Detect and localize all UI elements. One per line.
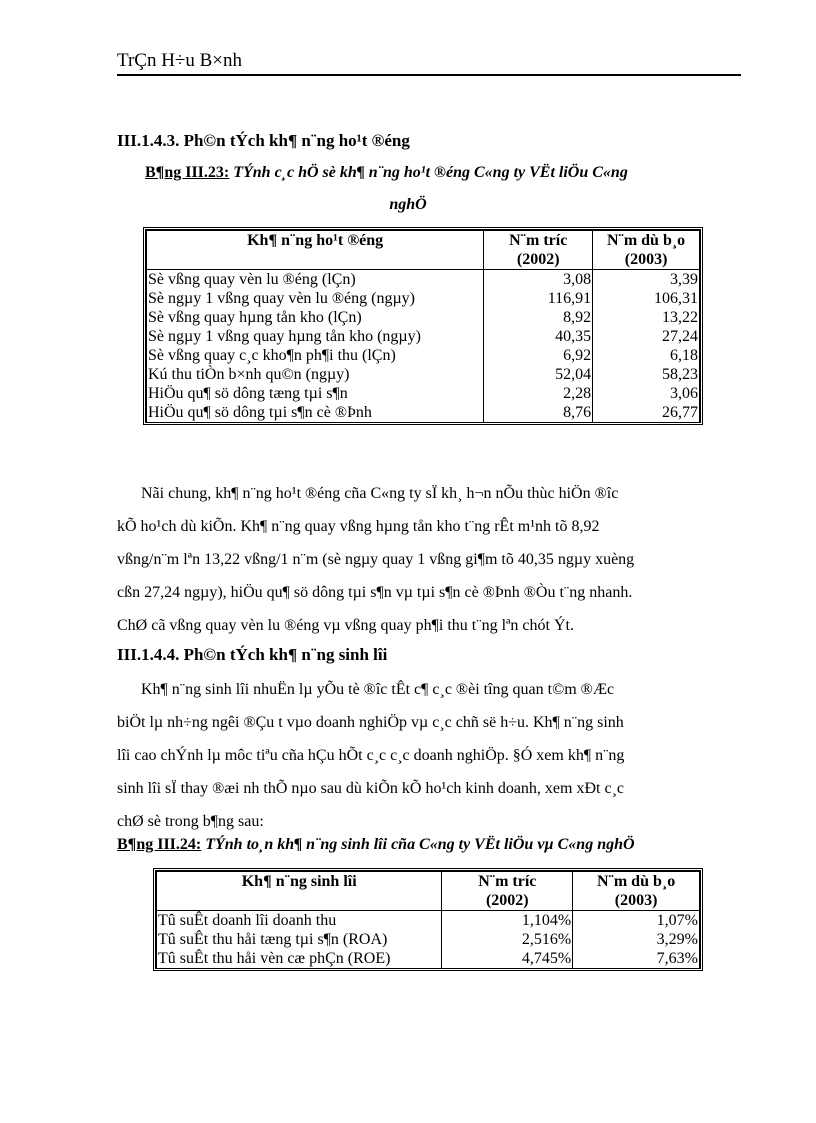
paragraph-profitability-intro bbox=[117, 673, 740, 838]
row-prev-value: 4,745% bbox=[442, 949, 573, 968]
table-profitability-ratios bbox=[153, 868, 703, 971]
row-forecast-value: 26,77 bbox=[593, 403, 700, 422]
table-row bbox=[147, 270, 700, 290]
row-forecast-value: 1,07% bbox=[573, 911, 700, 931]
row-forecast-value: 13,22 bbox=[593, 308, 700, 327]
table-header-row bbox=[147, 231, 700, 270]
paragraph-line: cßn 27,24 ngµy), hiÖu qu¶ sö dông tµi s¶n vµ tµi s¶n cè ®Þnh ®Òu t¨ng nhanh. bbox=[117, 584, 633, 601]
table-caption-24 bbox=[117, 836, 635, 854]
col-header-ratio: Kh¶ n¨ng ho¹t ®éng bbox=[147, 231, 484, 270]
row-forecast-value: 3,06 bbox=[593, 384, 700, 403]
header-rule bbox=[117, 74, 741, 76]
row-forecast-value: 3,39 bbox=[593, 270, 700, 290]
row-label: Tû suÊt thu håi vèn cæ phÇn (ROE) bbox=[157, 949, 442, 968]
paragraph-line: ChØ cã vßng quay vèn lu ®éng vµ vßng quay ph¶i thu t¨ng lªn chót Ýt. bbox=[117, 617, 574, 634]
paragraph-line: vßng/n¨m lªn 13,22 vßng/1 n¨m (sè ngµy quay 1 vßng gi¶m tõ 40,35 ngµy xuèng bbox=[117, 551, 635, 568]
row-prev-value: 52,04 bbox=[484, 365, 593, 384]
row-forecast-value: 7,63% bbox=[573, 949, 700, 968]
row-label: Kú thu tiÒn b×nh qu©n (ngµy) bbox=[147, 365, 484, 384]
table-title: TÝnh to¸n kh¶ n¨ng sinh lîi cña C«ng ty VËt liÖu vµ C«ng nghÖ bbox=[205, 836, 635, 853]
section-heading-activity: III.1.4.3. Ph©n tÝch kh¶ n¨ng ho¹t ®éng bbox=[117, 131, 410, 150]
table-row bbox=[147, 289, 700, 308]
row-label: Tû suÊt thu håi tæng tµi s¶n (ROA) bbox=[157, 930, 442, 949]
table-activity-ratios bbox=[143, 227, 703, 425]
row-label: Tû suÊt doanh lîi doanh thu bbox=[157, 911, 442, 931]
table-row bbox=[157, 911, 700, 931]
row-label: Sè vßng quay vèn lu ®éng (lÇn) bbox=[147, 270, 484, 290]
table-label: B¶ng III.23: bbox=[145, 164, 230, 181]
table-caption-23-line2 bbox=[0, 196, 816, 214]
row-prev-value: 116,91 bbox=[484, 289, 593, 308]
table-label: B¶ng III.24: bbox=[117, 836, 202, 853]
table-row bbox=[147, 308, 700, 327]
table-row bbox=[147, 365, 700, 384]
paragraph-line: kÕ ho¹ch dù kiÕn. Kh¶ n¨ng quay vßng hµng tån kho t¨ng rÊt m¹nh tõ 8,92 bbox=[117, 518, 600, 535]
col-header-ratio: Kh¶ n¨ng sinh lîi bbox=[157, 872, 442, 911]
table-title-line1: TÝnh c¸c hÖ sè kh¶ n¨ng ho¹t ®éng C«ng ty VËt liÖu C«ng bbox=[233, 164, 628, 181]
col-header-prev-year: N¨m tríc (2002) bbox=[442, 872, 573, 911]
paragraph-line: lîi cao chÝnh lµ môc tiªu cña hÇu hÕt c¸c c¸c doanh nghiÖp. §Ó xem kh¶ n¨ng bbox=[117, 747, 625, 764]
row-forecast-value: 6,18 bbox=[593, 346, 700, 365]
row-label: Sè vßng quay hµng tån kho (lÇn) bbox=[147, 308, 484, 327]
table-row bbox=[157, 949, 700, 968]
row-label: HiÖu qu¶ sö dông tæng tµi s¶n bbox=[147, 384, 484, 403]
col-header-forecast: N¨m dù b¸o (2003) bbox=[573, 872, 700, 911]
row-prev-value: 40,35 bbox=[484, 327, 593, 346]
paragraph-line: sinh lîi sÏ thay ®æi nh thÕ nµo sau dù kiÕn kÕ ho¹ch kinh doanh, xem xÐt c¸c bbox=[117, 780, 625, 797]
row-forecast-value: 58,23 bbox=[593, 365, 700, 384]
row-forecast-value: 27,24 bbox=[593, 327, 700, 346]
table-row bbox=[147, 327, 700, 346]
row-prev-value: 8,76 bbox=[484, 403, 593, 422]
table-title-line2: nghÖ bbox=[389, 196, 427, 213]
row-label: HiÖu qu¶ sö dông tµi s¶n cè ®Þnh bbox=[147, 403, 484, 422]
row-prev-value: 6,92 bbox=[484, 346, 593, 365]
table-row bbox=[147, 384, 700, 403]
page-header-author: TrÇn H÷u B×nh bbox=[117, 50, 242, 71]
row-forecast-value: 3,29% bbox=[573, 930, 700, 949]
paragraph-line: biÖt lµ nh÷ng ngêi ®Çu t vµo doanh nghiÖp vµ c¸c chñ së h÷u. Kh¶ n¨ng sinh bbox=[117, 714, 624, 731]
row-prev-value: 3,08 bbox=[484, 270, 593, 290]
paragraph-line: Kh¶ n¨ng sinh lîi nhuËn lµ yÕu tè ®îc tÊt c¶ c¸c ®èi tîng quan t©m ®Æc bbox=[141, 681, 615, 698]
section-heading-profitability: III.1.4.4. Ph©n tÝch kh¶ n¨ng sinh lîi bbox=[117, 645, 388, 664]
table-row bbox=[147, 346, 700, 365]
col-header-prev-year: N¨m tríc (2002) bbox=[484, 231, 593, 270]
paragraph-line: chØ sè trong b¶ng sau: bbox=[117, 813, 264, 830]
table-header-row bbox=[157, 872, 700, 911]
row-prev-value: 2,28 bbox=[484, 384, 593, 403]
paragraph-activity-summary bbox=[117, 477, 740, 642]
row-prev-value: 1,104% bbox=[442, 911, 573, 931]
row-label: Sè vßng quay c¸c kho¶n ph¶i thu (lÇn) bbox=[147, 346, 484, 365]
row-label: Sè ngµy 1 vßng quay vèn lu ®éng (ngµy) bbox=[147, 289, 484, 308]
row-label: Sè ngµy 1 vßng quay hµng tån kho (ngµy) bbox=[147, 327, 484, 346]
table-row bbox=[157, 930, 700, 949]
col-header-forecast: N¨m dù b¸o (2003) bbox=[593, 231, 700, 270]
table-row bbox=[147, 403, 700, 422]
row-prev-value: 8,92 bbox=[484, 308, 593, 327]
table-caption-23 bbox=[145, 164, 628, 182]
row-prev-value: 2,516% bbox=[442, 930, 573, 949]
paragraph-line: Nãi chung, kh¶ n¨ng ho¹t ®éng cña C«ng ty sÏ kh¸ h¬n nÕu thùc hiÖn ®îc bbox=[141, 485, 619, 502]
row-forecast-value: 106,31 bbox=[593, 289, 700, 308]
